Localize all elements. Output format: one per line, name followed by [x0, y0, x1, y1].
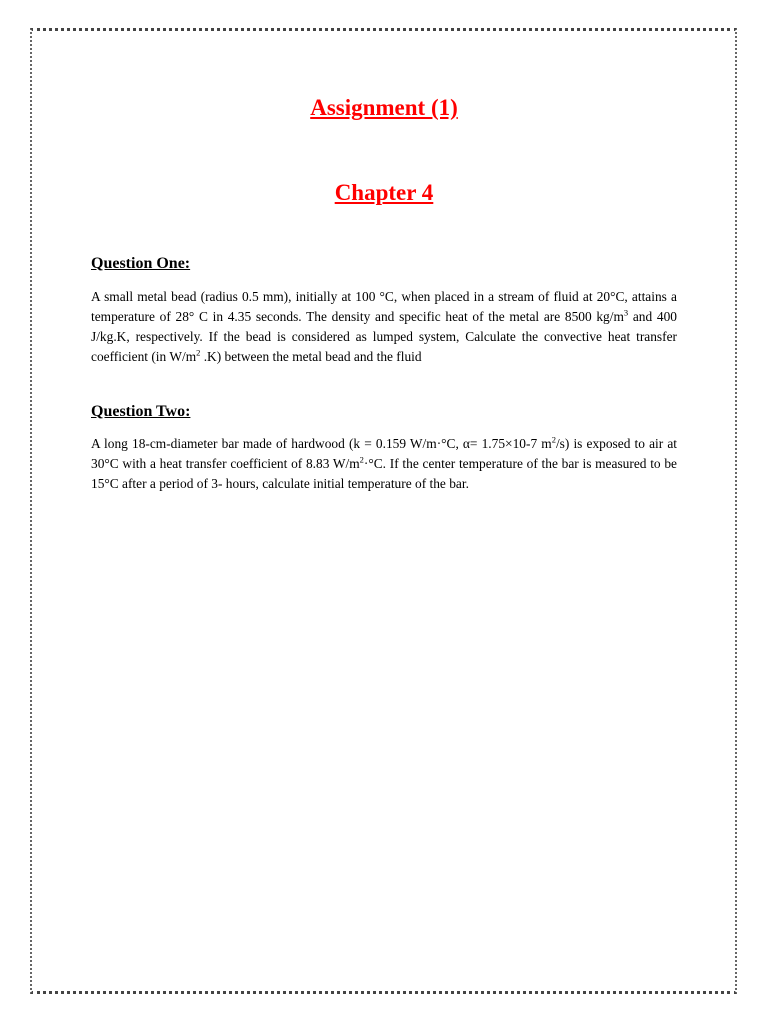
page-border — [30, 28, 737, 994]
question-two-heading: Question Two: — [91, 403, 191, 420]
question-two-text: A long 18-cm-diameter bar made of hardwood (k = 0.159 W/m·°C, α= 1.75×10-7 $m^2/s$) is exposed to air at 30°C with a heat transfer coefficient of 8.83 $W/m^2\cdot^\circ C$. If the center temperature of the bar is measured to be 15°C after a period of 3- hours, calculate initial temperature of the bar. — [91, 434, 677, 491]
superscript: 2 — [359, 454, 364, 465]
superscript: 2 — [551, 434, 556, 445]
question-one-heading: Question One: — [91, 255, 191, 272]
superscript: 3 — [623, 307, 629, 318]
chapter-title: Chapter 4 — [334, 180, 434, 205]
question-one-text: A small metal bead (radius 0.5 mm), initially at 100 °C, when placed in a stream of fluid at 20°C, attains a temperature of 28° C in 4.35 seconds. The density and specific heat of the metal are 8500 $kg/m^3$ and 400 J/kg.K, respectively. If the bead is considered as lumped system, Calculate the convective heat transfer coefficient (in $W/m^2$ .K) between the metal bead and the fluid — [91, 289, 677, 364]
superscript: 2 — [196, 347, 201, 358]
assignment-title: Assignment (1) — [310, 95, 458, 120]
